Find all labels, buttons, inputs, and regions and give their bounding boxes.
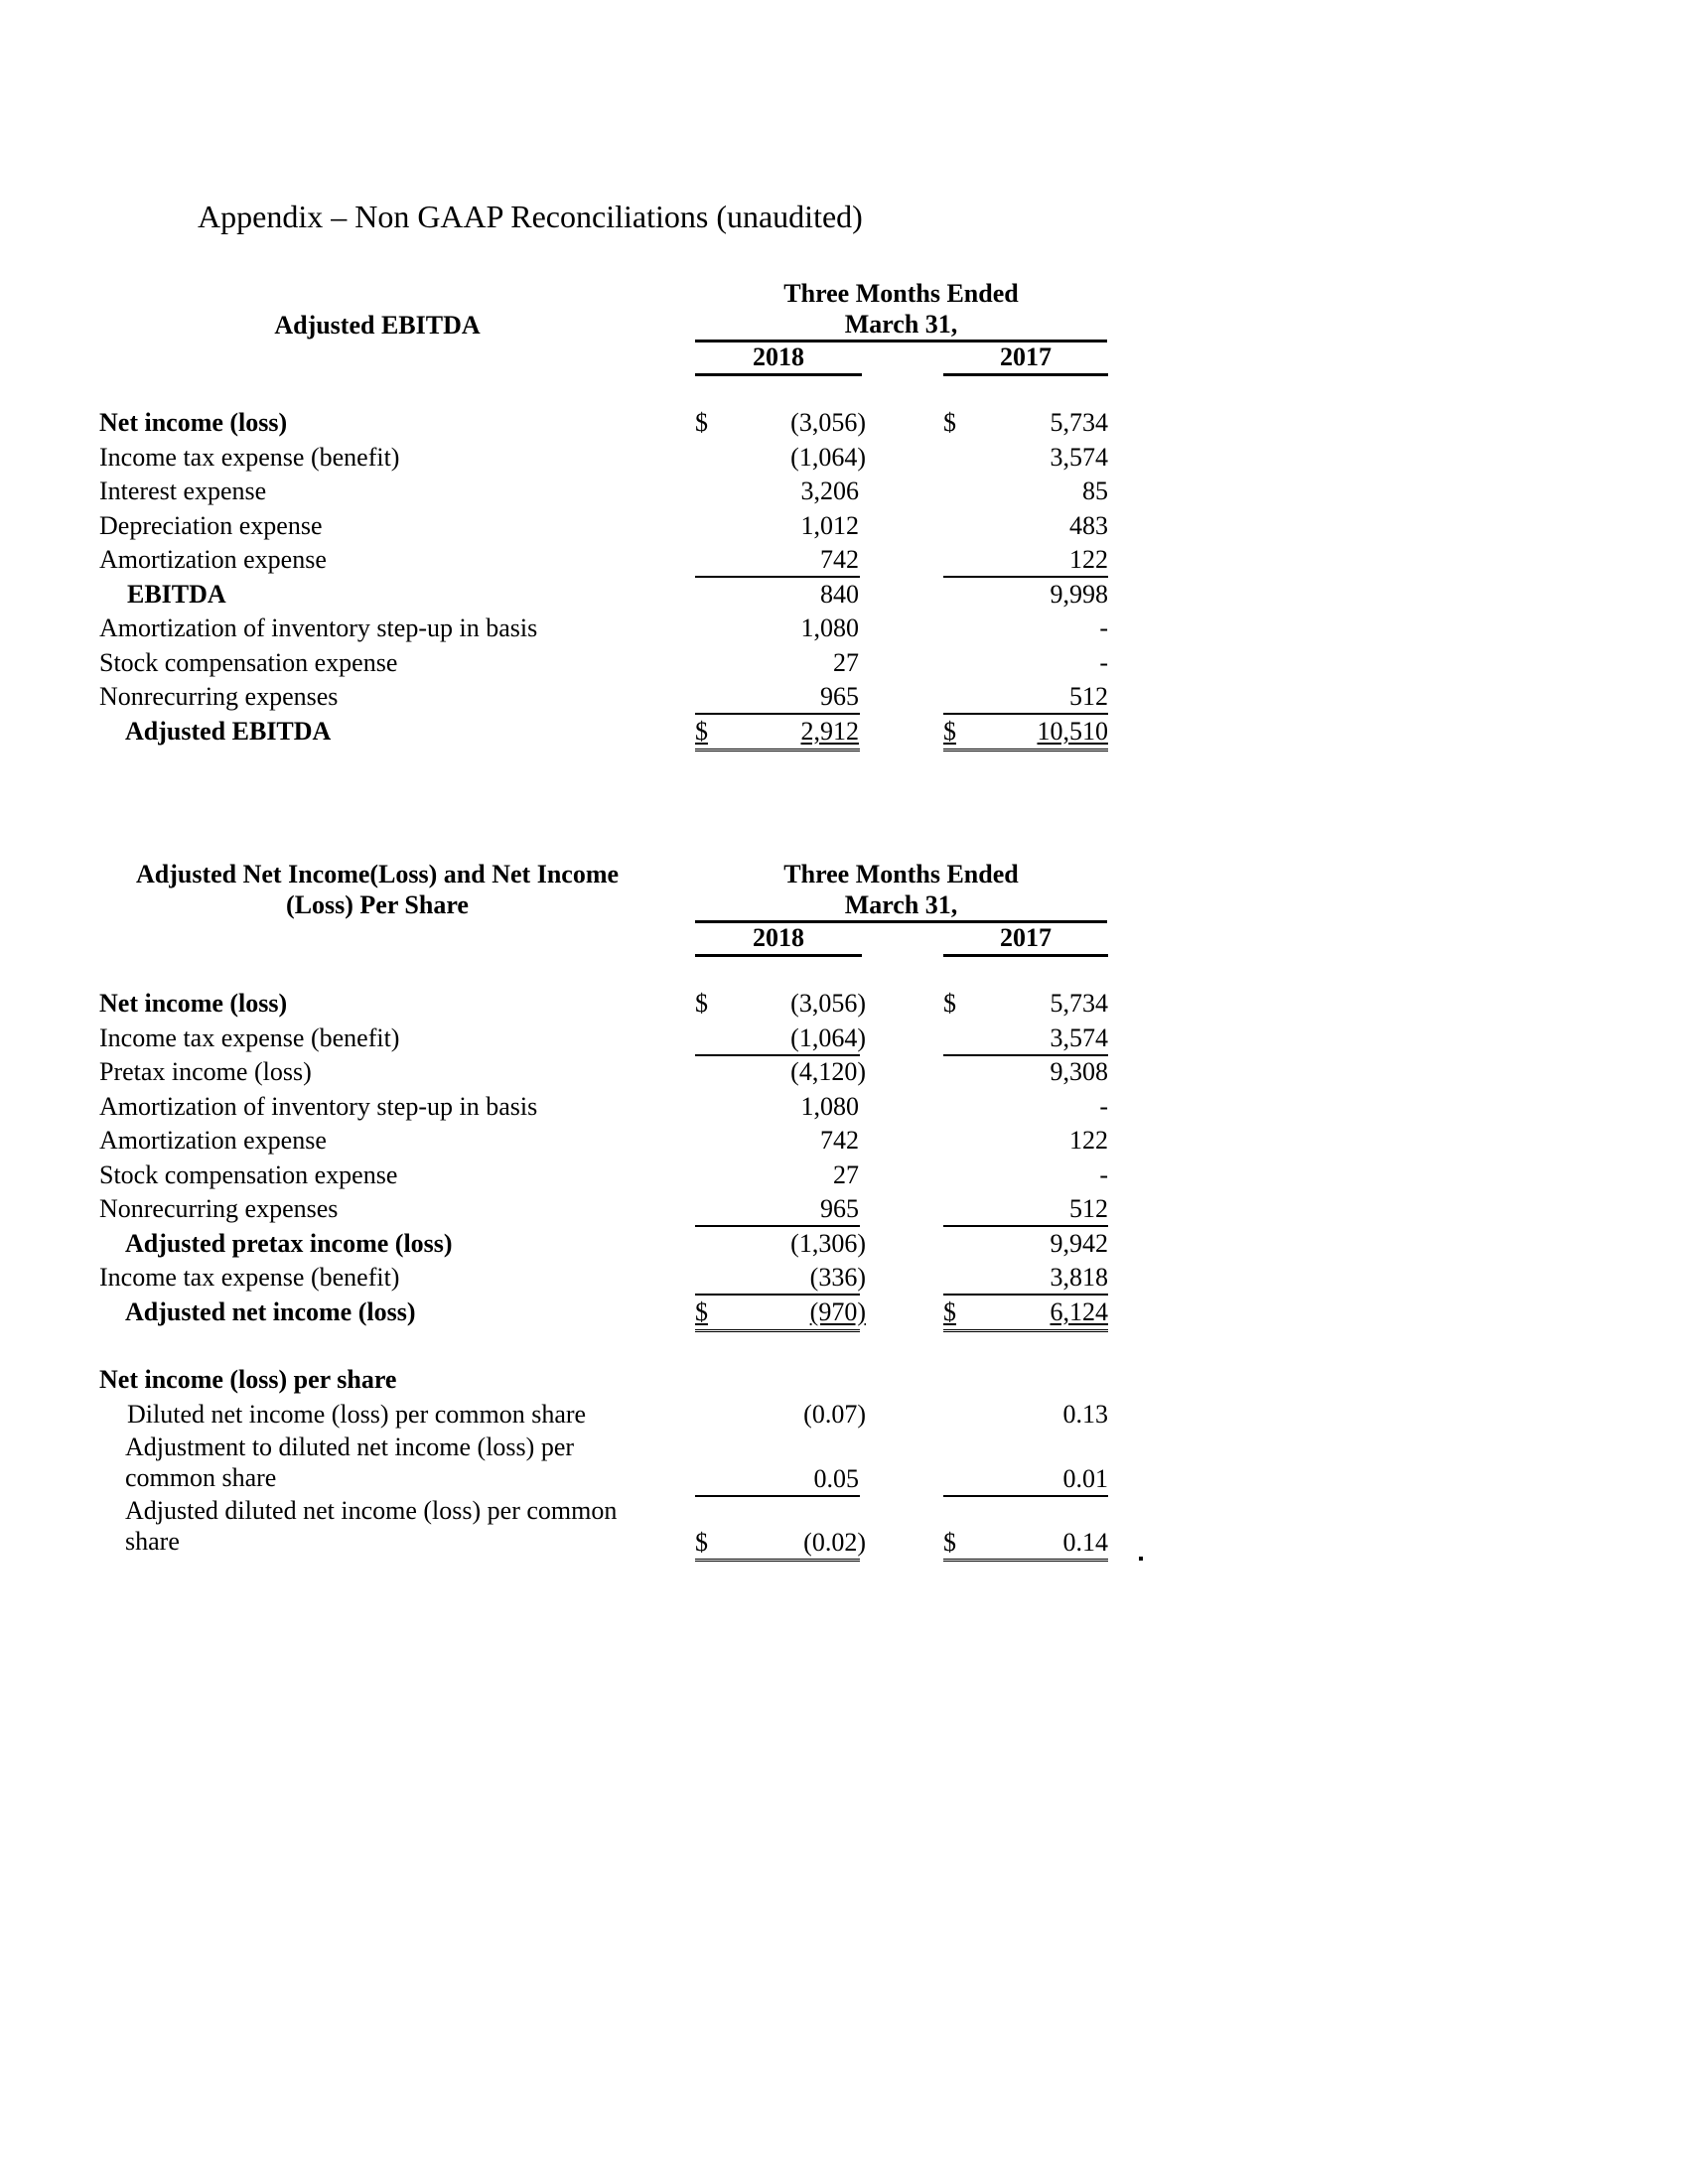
table-row: Depreciation expense 1,012 483 [99,510,1108,540]
table-row: Income tax expense (benefit) (1,064) 3,574 [0,1022,1688,1056]
currency-sign: $ [943,1528,956,1557]
table-row: Pretax income (loss) (4,120) 9,308 [99,1057,1108,1086]
currency-sign: $ [695,1297,708,1326]
table-row: Net income (loss) $ (3,056) $ 5,734 [0,406,1688,441]
year-rule-2018 [695,954,862,957]
stray-mark [1139,1557,1143,1561]
currency-sign: $ [695,1528,708,1557]
adjusted-net-income-table [0,859,1688,1593]
table-row: Stock compensation expense 27 - [99,1160,1108,1189]
table-title-line2: (Loss) Per Share [286,890,469,919]
currency-sign: $ [695,408,708,437]
column-header-2018: 2018 [753,342,804,371]
period-header-line1: Three Months Ended [783,279,1019,308]
table-row: Net income (loss) $ (3,056) $ 5,734 [0,987,1688,1022]
table-title: Adjusted EBITDA [274,311,481,340]
table-row: Amortization expense 742 122 [99,1126,1108,1155]
column-header-2017: 2017 [1000,342,1052,371]
table-row: Nonrecurring expenses 965 512 [0,1192,1688,1227]
table-row: Stock compensation expense 27 - [99,647,1108,677]
table-row: Adjusted pretax income (loss) (1,306) 9,942 [125,1228,1108,1258]
currency-sign: $ [943,989,956,1018]
currency-sign: $ [943,716,956,746]
total-double-rule [695,1329,860,1336]
table-row: Income tax expense (benefit) (1,064) 3,574 [99,442,1108,472]
table-row: Adjusted diluted net income (loss) per common share $ (0.02) $ 0.14 [0,1495,1688,1561]
table-row: Adjusted EBITDA $ 2,912 $ 10,510 [0,715,1688,750]
column-header-2017: 2017 [1000,923,1052,952]
table-row: Amortization expense 742 122 [0,543,1688,578]
table-title-line1: Adjusted Net Income(Loss) and Net Income [135,860,620,888]
total-double-rule [943,749,1108,755]
year-rule-2017 [943,373,1108,376]
page-title: Appendix – Non GAAP Reconciliations (unaudited) [198,199,863,234]
adjusted-ebitda-table [0,273,1688,759]
table-row: Amortization of inventory step-up in basis 1,080 - [99,614,1108,642]
table-row: Nonrecurring expenses 965 512 [0,680,1688,715]
column-header-2018: 2018 [753,923,804,952]
period-header-line1: Three Months Ended [783,860,1019,888]
year-rule-2018 [695,373,862,376]
period-header-line2: March 31, [844,890,958,919]
total-double-rule [943,1559,1108,1566]
total-double-rule [695,1559,860,1566]
table-row: EBITDA 840 9,998 [127,579,1108,609]
table-row: Adjusted net income (loss) $ (970) $ 6,124 [0,1296,1688,1330]
currency-sign: $ [943,1297,956,1326]
table-row: Diluted net income (loss) per common share (0.07) 0.13 [127,1399,1108,1429]
per-share-heading: Net income (loss) per share [99,1365,397,1394]
total-double-rule [695,749,860,755]
year-rule-2017 [943,954,1108,957]
table-row: Adjustment to diluted net income (loss) per common share 0.05 0.01 [0,1432,1688,1495]
period-header-line2: March 31, [844,310,958,339]
currency-sign: $ [695,989,708,1018]
currency-sign: $ [695,716,708,746]
currency-sign: $ [943,408,956,437]
table-row: Income tax expense (benefit) (336) 3,818 [0,1261,1688,1296]
table-row: Amortization of inventory step-up in basis 1,080 - [99,1091,1108,1121]
total-double-rule [943,1329,1108,1336]
table-row: Interest expense 3,206 85 [99,477,1108,505]
